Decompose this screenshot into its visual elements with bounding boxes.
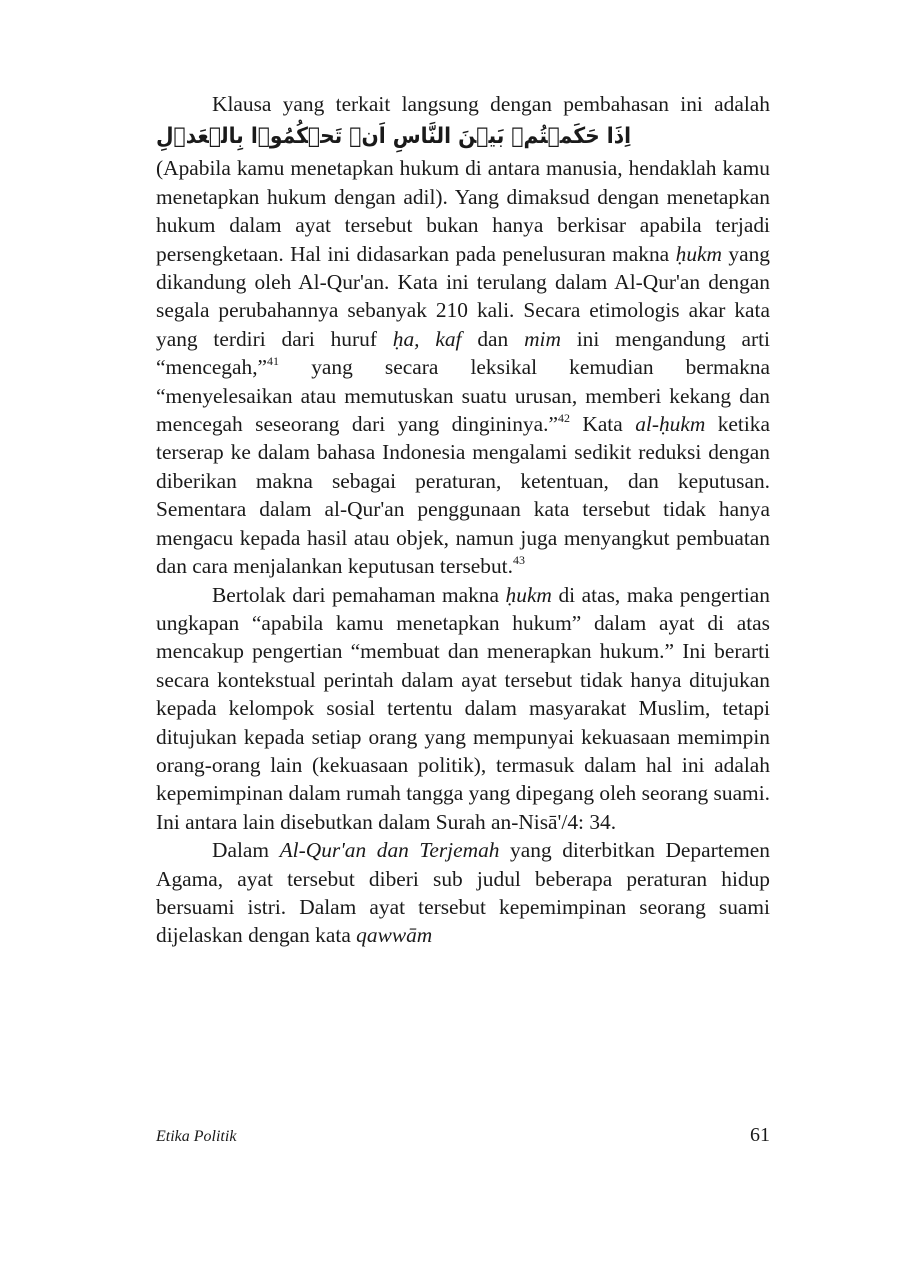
page-body (156, 90, 770, 950)
text-span: dan (461, 326, 525, 351)
text-span: yang dikandung oleh Al-Qur'an. Kata ini terulang dalam Al-Qur'an dengan segala perubahannya sebanyak 210 kali. Secara etimologis akar kata yang terdiri dari huruf (156, 241, 770, 351)
running-title: Etika Politik (156, 1128, 237, 1145)
footnote-ref[interactable]: 43 (512, 553, 525, 568)
italic-term: mim (524, 326, 561, 351)
arabic-verse: اِذَا حَكَمۡتُمۡ بَيۡنَ النَّاسِ اَنۡ تَحۡكُمُوۡا بِالۡعَدۡلِ (156, 124, 632, 150)
paragraph-3 (156, 836, 770, 950)
text-span: Bertolak dari pemahaman makna (212, 582, 506, 607)
footnote-ref[interactable]: 42 (557, 411, 570, 426)
text-span: di atas, maka pengertian ungkapan “apabila kamu menetapkan hukum” dalam ayat di atas mencakup pengertian “membuat dan menerapkan hukum.” Ini berarti secara kontekstual perintah dalam ayat tersebut tidak hanya ditujukan kepada kelompok sosial tertentu dalam masyarakat Muslim, tetapi ditujukan kepada setiap orang yang mempunyai kekuasaan memimpin orang-orang lain (kekuasaan politik), termasuk dalam hal ini adalah kepemimpinan dalam rumah tangga yang dipegang oleh seorang suami. Ini antara lain disebutkan dalam Surah an-Nisā'/4: 34. (156, 582, 770, 834)
text-span: Klausa yang terkait langsung dengan pembahasan ini adalah (212, 92, 770, 116)
page-footer (156, 1124, 770, 1147)
italic-term: al-ḥukm (635, 412, 706, 437)
text-span: ketika terserap ke dalam bahasa Indonesia mengalami sedikit reduksi dengan diberikan makna sebagai peraturan, ketentuan, dan keputusan. Sementara dalam al-Qur'an penggunaan kata tersebut tidak hanya mengacu kepada hasil atau objek, namun juga menyangkut pembuatan dan cara menjalankan keputusan tersebut. (156, 412, 770, 579)
italic-term: ḥukm (505, 582, 552, 607)
text-span: yang secara leksikal kemudian bermakna “menyelesaikan atau memutuskan suatu urusan, memberi kekang dan mencegah seseorang dari yang dingininya.” (156, 355, 770, 437)
text-span: yang diterbitkan Departemen Agama, ayat tersebut diberi sub judul beberapa peraturan hidup bersuami istri. Dalam ayat tersebut kepemimpinan seorang suami dijelaskan dengan kata (156, 838, 770, 948)
text-span: Kata (569, 412, 636, 437)
text-span: (Apabila kamu menetapkan hukum di antara manusia, hendaklah kamu menetapkan hukum dengan adil). Yang dimaksud dengan menetapkan hukum dalam ayat tersebut bukan hanya berkisar apabila terjadi persengketaan. Hal ini didasarkan pada penelusuran makna (156, 156, 770, 266)
text-span: ini mengandung arti “mencegah,” (156, 326, 770, 380)
italic-term: qawwām (356, 923, 433, 948)
footnote-ref[interactable]: 41 (267, 354, 280, 369)
paragraph-1 (156, 90, 770, 581)
italic-title: Al-Qur'an dan Terjemah (279, 838, 500, 863)
paragraph-2 (156, 581, 770, 837)
text-span: Dalam (212, 838, 280, 863)
italic-term: ḥa, kaf (392, 326, 462, 351)
page-number: 61 (750, 1124, 770, 1146)
italic-term: ḥukm (675, 241, 722, 266)
